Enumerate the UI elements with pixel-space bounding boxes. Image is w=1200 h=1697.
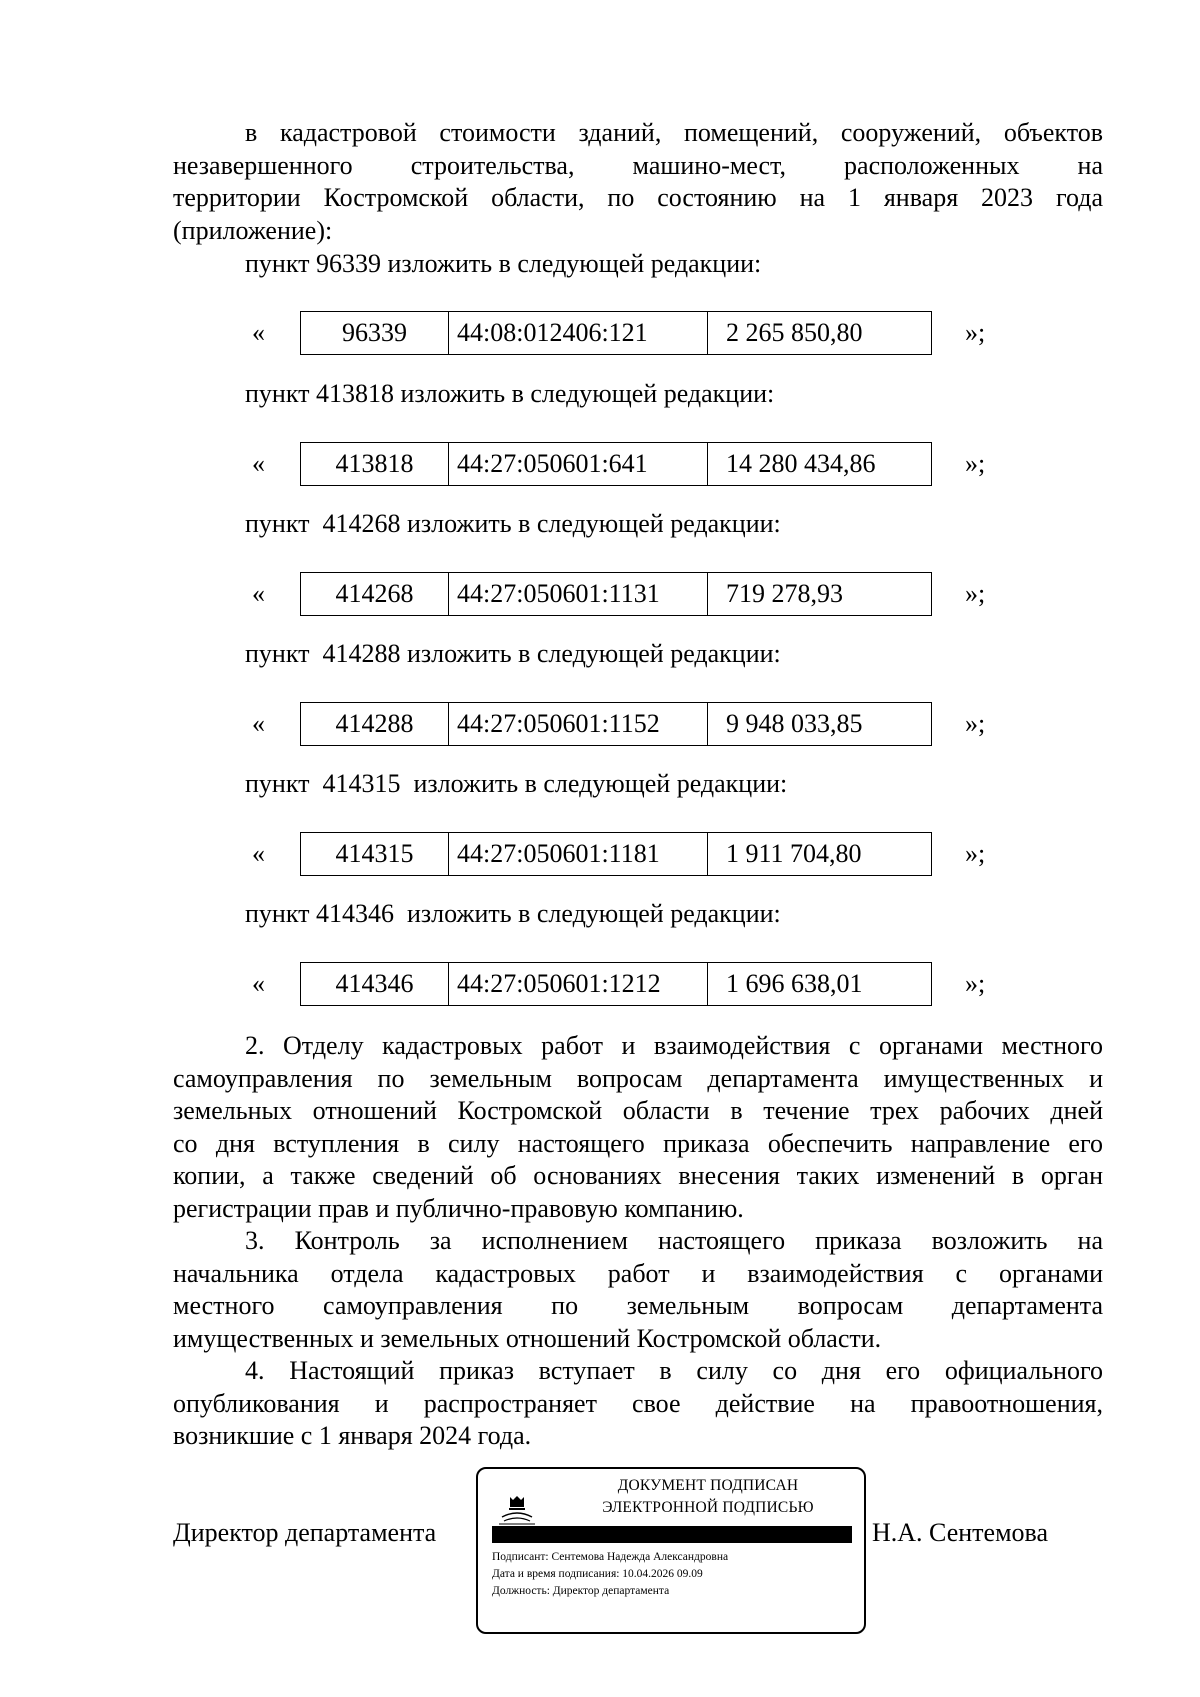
open-quote: « bbox=[252, 839, 265, 868]
item-caption: пункт 96339 изложить в следующей редакции: bbox=[245, 249, 762, 278]
item-number-cell: 414346 bbox=[301, 963, 449, 1005]
close-quote: »; bbox=[965, 318, 986, 347]
item-number-cell: 96339 bbox=[301, 312, 449, 354]
clause-4-line: 4. Настоящий приказ вступает в силу со дня его официального bbox=[245, 1356, 1103, 1385]
item-row bbox=[240, 572, 1000, 616]
emblem-icon bbox=[496, 1487, 538, 1529]
clause-3-line: имущественных и земельных отношений Костромской области. bbox=[173, 1323, 882, 1353]
cadastral-number-cell: 44:27:050601:1212 bbox=[449, 963, 708, 1005]
clause-2-paragraph bbox=[173, 1030, 1103, 1225]
item-table bbox=[300, 832, 932, 876]
close-quote: »; bbox=[965, 839, 986, 868]
item-caption: пункт 413818 изложить в следующей редакции: bbox=[245, 379, 775, 408]
cadastral-value-cell: 2 265 850,80 bbox=[726, 318, 863, 347]
cadastral-number-cell: 44:27:050601:1181 bbox=[449, 833, 708, 875]
clause-4-line: опубликования и распространяет свое действие на правоотношения, bbox=[173, 1388, 1103, 1418]
cadastral-number-cell: 44:27:050601:1131 bbox=[449, 573, 708, 615]
cadastral-number-cell: 44:08:012406:121 bbox=[449, 312, 708, 354]
intro-line: в кадастровой стоимости зданий, помещений, сооружений, объектов bbox=[245, 118, 1103, 147]
item-row bbox=[240, 702, 1000, 746]
intro-line: незавершенного строительства, машино-мест, расположенных на bbox=[173, 150, 1103, 180]
item-table bbox=[300, 702, 932, 746]
item-table bbox=[300, 962, 932, 1006]
open-quote: « bbox=[252, 449, 265, 478]
open-quote: « bbox=[252, 318, 265, 347]
stamp-title-line-1: ДОКУМЕНТ ПОДПИСАН bbox=[617, 1477, 799, 1494]
item-row bbox=[240, 962, 1000, 1006]
item-row bbox=[240, 832, 1000, 876]
cadastral-value-cell: 9 948 033,85 bbox=[726, 709, 863, 738]
open-quote: « bbox=[252, 579, 265, 608]
item-number-cell: 413818 bbox=[301, 443, 449, 485]
intro-paragraph bbox=[173, 117, 1103, 247]
certificate-bar bbox=[492, 1526, 852, 1543]
intro-line: территории Костромской области, по состоянию на 1 января 2023 года bbox=[173, 183, 1103, 212]
clause-2-line: регистрации прав и публично-правовую компанию. bbox=[173, 1193, 744, 1223]
close-quote: »; bbox=[965, 969, 986, 998]
intro-line: (приложение): bbox=[173, 215, 333, 245]
item-number-cell: 414268 bbox=[301, 573, 449, 615]
cadastral-number-cell: 44:27:050601:641 bbox=[449, 443, 708, 485]
clause-4-paragraph bbox=[173, 1355, 1103, 1453]
clause-3-line: местного самоуправления по земельным вопросам департамента bbox=[173, 1291, 1103, 1320]
close-quote: »; bbox=[965, 449, 986, 478]
item-row bbox=[240, 442, 1000, 486]
clause-2-line: копии, а также сведений об основаниях внесения таких изменений в орган bbox=[173, 1161, 1103, 1190]
clause-2-line: земельных отношений Костромской области в течение трех рабочих дней bbox=[173, 1096, 1103, 1125]
stamp-title-line-2: ЭЛЕКТРОННОЙ ПОДПИСЬЮ bbox=[602, 1499, 814, 1516]
cadastral-value-cell: 1 696 638,01 bbox=[726, 969, 863, 998]
item-caption: пункт 414346 изложить в следующей редакции: bbox=[245, 899, 781, 928]
close-quote: »; bbox=[965, 579, 986, 608]
clause-2-line: со дня вступления в силу настоящего приказа обеспечить направление его bbox=[173, 1128, 1103, 1158]
electronic-signature-stamp bbox=[476, 1467, 866, 1634]
close-quote: »; bbox=[965, 709, 986, 738]
stamp-datetime: Дата и время подписания: 10.04.2026 09.09 bbox=[492, 1568, 703, 1580]
clause-3-line: 3. Контроль за исполнением настоящего приказа возложить на bbox=[245, 1226, 1103, 1255]
signatory-name: Н.А. Сентемова bbox=[872, 1518, 1048, 1547]
cadastral-value-cell: 1 911 704,80 bbox=[726, 839, 862, 868]
stamp-signer: Подписант: Сентемова Надежда Александровна bbox=[492, 1551, 729, 1563]
clause-4-line: возникшие с 1 января 2024 года. bbox=[173, 1421, 532, 1450]
open-quote: « bbox=[252, 969, 265, 998]
item-table bbox=[300, 442, 932, 486]
clause-2-line: 2. Отделу кадастровых работ и взаимодействия с органами местного bbox=[245, 1031, 1103, 1060]
stamp-position: Должность: Директор департамента bbox=[492, 1585, 670, 1597]
item-row bbox=[240, 311, 1000, 355]
item-caption: пункт 414315 изложить в следующей редакции: bbox=[245, 769, 788, 798]
cadastral-number-cell: 44:27:050601:1152 bbox=[449, 703, 708, 745]
open-quote: « bbox=[252, 709, 265, 738]
clause-3-paragraph bbox=[173, 1225, 1103, 1355]
item-caption: пункт 414288 изложить в следующей редакции: bbox=[245, 639, 781, 668]
item-caption: пункт 414268 изложить в следующей редакции: bbox=[245, 509, 781, 538]
clause-2-line: самоуправления по земельным вопросам департамента имущественных и bbox=[173, 1063, 1103, 1093]
item-number-cell: 414315 bbox=[301, 833, 449, 875]
item-number-cell: 414288 bbox=[301, 703, 449, 745]
item-table bbox=[300, 572, 932, 616]
cadastral-value-cell: 14 280 434,86 bbox=[726, 449, 876, 478]
clause-3-line: начальника отдела кадастровых работ и взаимодействия с органами bbox=[173, 1258, 1103, 1288]
signatory-position: Директор департамента bbox=[173, 1518, 437, 1547]
item-table bbox=[300, 311, 932, 355]
cadastral-value-cell: 719 278,93 bbox=[726, 579, 843, 608]
